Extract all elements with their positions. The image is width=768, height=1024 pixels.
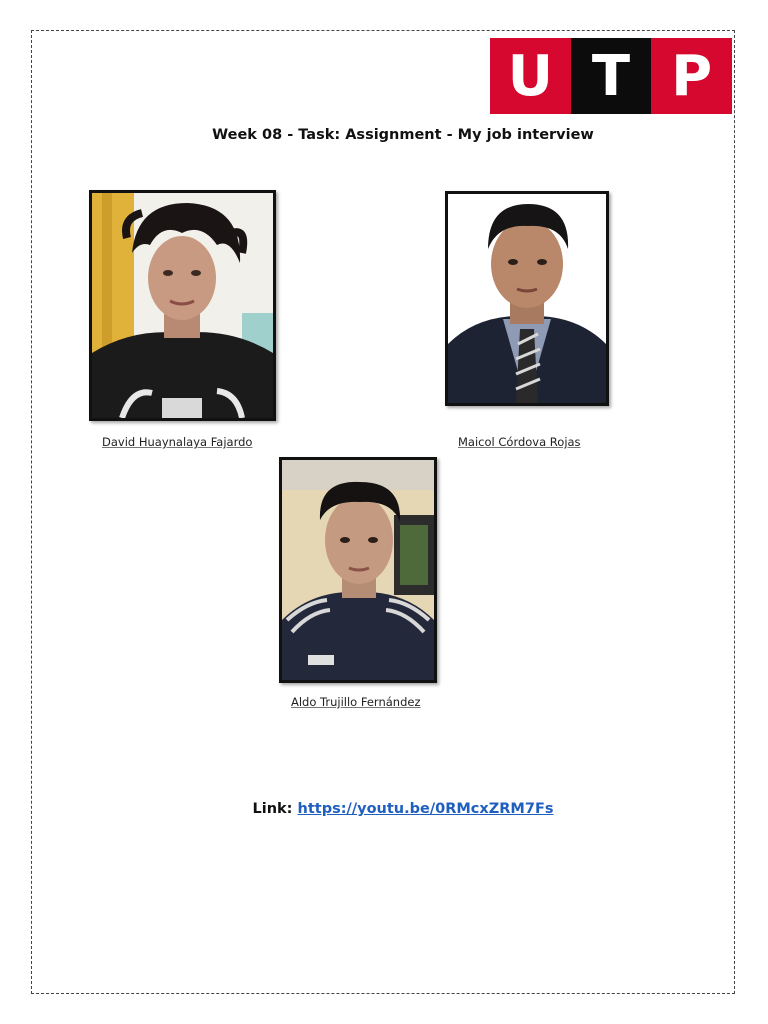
portrait-illustration [282, 460, 434, 680]
member-name-3: Aldo Trujillo Fernández [291, 695, 421, 709]
photo-member-1 [89, 190, 276, 421]
video-link[interactable]: https://youtu.be/0RMcxZRM7Fs [297, 801, 554, 817]
link-label: Link: [252, 801, 293, 817]
video-link-line [0, 801, 768, 817]
member-name-2: Maicol Córdova Rojas [458, 435, 581, 449]
logo-letter-u: U [490, 38, 571, 114]
photo-member-2 [445, 191, 609, 406]
utp-logo [490, 38, 732, 114]
logo-letter-p: P [651, 38, 732, 114]
portrait-illustration [92, 193, 273, 418]
portrait-illustration [448, 194, 606, 403]
member-name-1: David Huaynalaya Fajardo [102, 435, 253, 449]
page-title: Week 08 - Task: Assignment - My job interview [212, 127, 594, 143]
photo-member-3 [279, 457, 437, 683]
logo-letter-t: T [571, 38, 652, 114]
